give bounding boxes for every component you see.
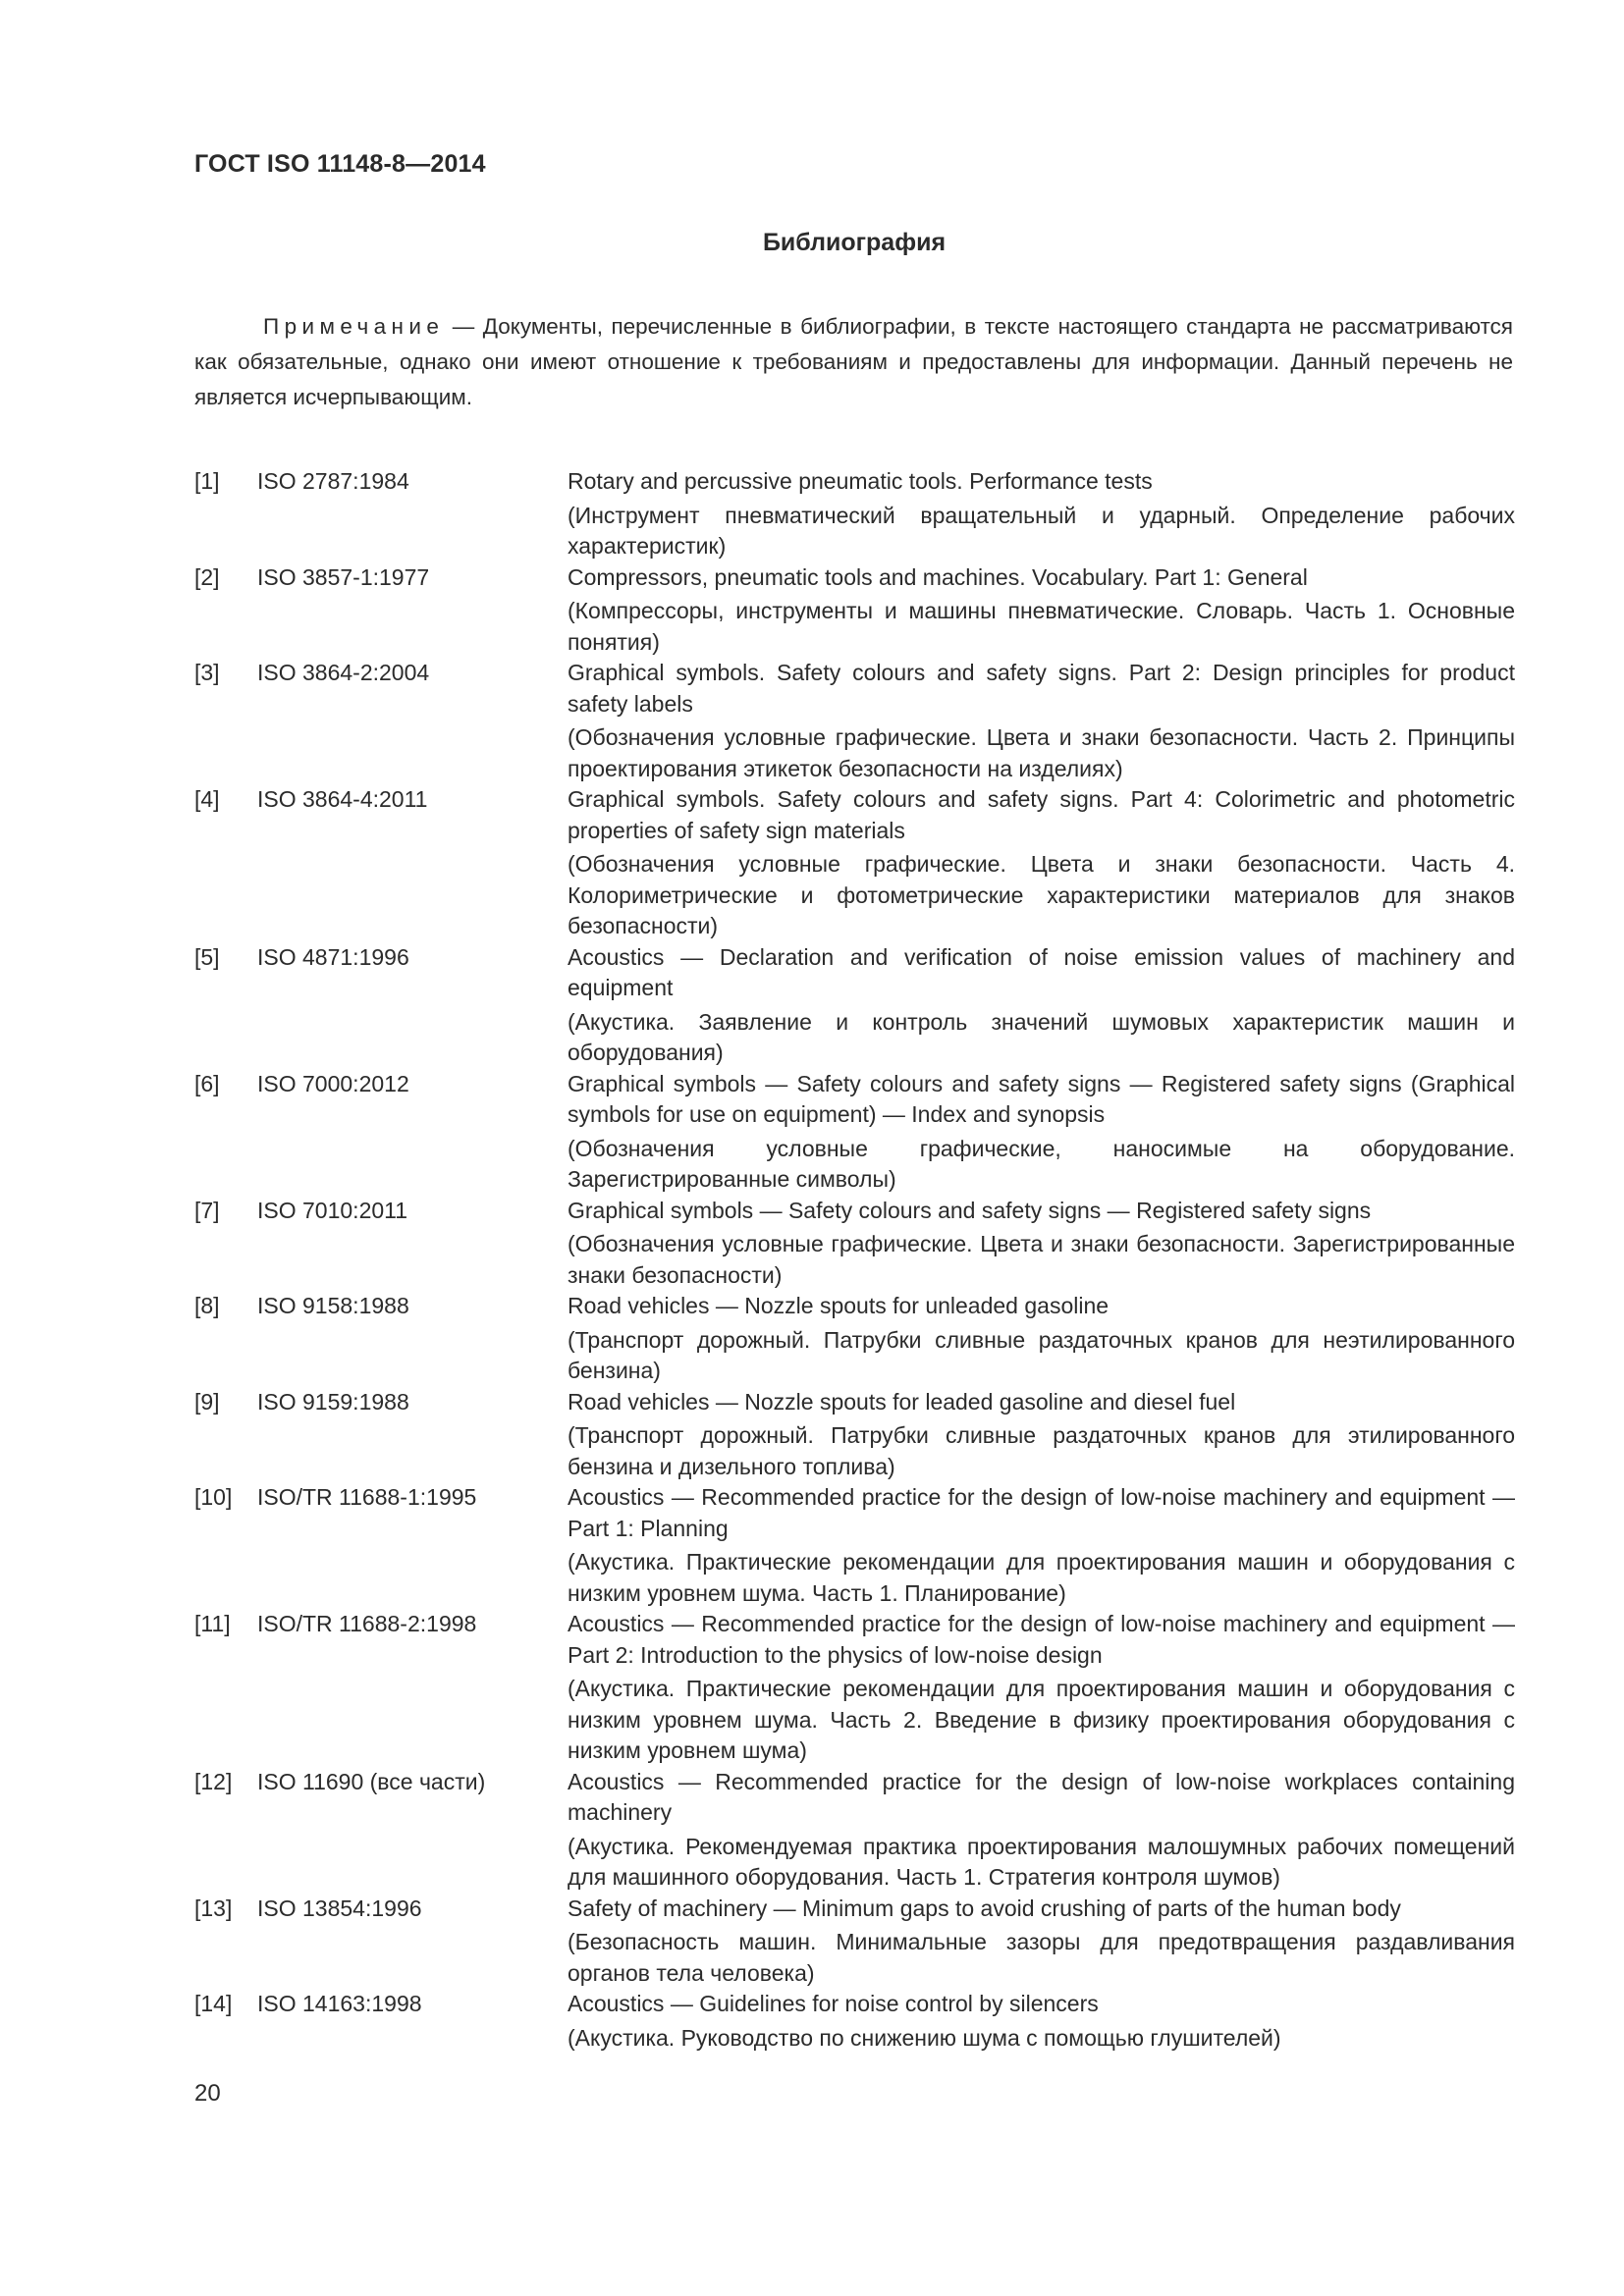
- reference-title-ru: (Инструмент пневматический вращательный и ударный. Определение рабочих характеристик): [568, 502, 1515, 559]
- reference-item: [194, 1196, 1515, 1292]
- reference-code: ISO 3864-2:2004: [257, 660, 430, 685]
- bibliography-note: [194, 309, 1513, 415]
- reference-text: [568, 658, 1515, 784]
- reference-text: [568, 1609, 1515, 1767]
- reference-code: ISO 9159:1988: [257, 1388, 409, 1415]
- reference-text: [568, 1387, 1515, 1483]
- reference-code: ISO 3857-1:1977: [257, 563, 430, 590]
- reference-title-en: Safety of machinery — Minimum gaps to avoid crushing of parts of the human body: [568, 1895, 1401, 1921]
- reference-title-ru: (Обозначения условные графические. Цвета и знаки безопасности. Часть 4. Колориметрические и фотометрические характеристики материалов для знаков безопасности): [568, 851, 1515, 938]
- reference-code: ISO 4871:1996: [257, 943, 409, 970]
- reference-title-en: Acoustics — Declaration and verification of noise emission values of machinery and equipment: [568, 943, 1515, 1000]
- reference-title-en: Compressors, pneumatic tools and machines. Vocabulary. Part 1: General: [568, 563, 1308, 590]
- reference-text: [568, 942, 1515, 1069]
- reference-title-ru: (Акустика. Практические рекомендации для проектирования машин и оборудования с низким уровнем шума. Часть 2. Введение в физику проектирования оборудования с низким уровнем шума): [568, 1676, 1515, 1763]
- reference-title-en: Acoustics — Recommended practice for the design of low-noise machinery and equipment — Part 2: Introduction to the physics of low-noise design: [568, 1611, 1515, 1668]
- reference-item: [194, 1069, 1515, 1196]
- reference-number: [7]: [194, 1197, 220, 1223]
- reference-title-ru: (Акустика. Руководство по снижению шума с помощью глушителей): [568, 2024, 1281, 2051]
- reference-number: [9]: [194, 1388, 220, 1415]
- reference-text: [568, 1767, 1515, 1894]
- reference-text: [568, 1989, 1515, 2054]
- reference-item: [194, 466, 1515, 562]
- reference-title-ru: (Безопасность машин. Минимальные зазоры для предотвращения раздавливания органов тела человека): [568, 1929, 1515, 1986]
- reference-number: [11]: [194, 1611, 231, 1636]
- reference-item: [194, 1989, 1515, 2054]
- reference-code: ISO/TR 11688-2:1998: [257, 1611, 477, 1636]
- reference-text: [568, 1196, 1515, 1292]
- reference-title-ru: (Обозначения условные графические, наносимые на оборудование. Зарегистрированные символы): [568, 1135, 1515, 1192]
- reference-code: ISO 13854:1996: [257, 1895, 422, 1921]
- reference-code: ISO 3864-4:2011: [257, 786, 428, 812]
- reference-list: [194, 466, 1515, 2054]
- reference-item: [194, 1609, 1515, 1767]
- reference-number: [6]: [194, 1070, 220, 1096]
- reference-item: [194, 1482, 1515, 1609]
- reference-number: [3]: [194, 660, 220, 685]
- note-label: Примечание: [263, 314, 445, 339]
- reference-code: ISO 7000:2012: [257, 1070, 409, 1096]
- reference-title-en: Road vehicles — Nozzle spouts for unleaded gasoline: [568, 1293, 1110, 1318]
- reference-text: [568, 1894, 1515, 1990]
- reference-title-ru: (Акустика. Рекомендуемая практика проектирования малошумных рабочих помещений для машинного оборудования. Часть 1. Стратегия контроля шумов): [568, 1833, 1515, 1890]
- reference-number: [2]: [194, 563, 220, 590]
- reference-item: [194, 1291, 1515, 1387]
- reference-title-ru: (Транспорт дорожный. Патрубки сливные раздаточных кранов для неэтилированного бензина): [568, 1326, 1515, 1383]
- reference-text: [568, 562, 1515, 659]
- reference-item: [194, 658, 1515, 784]
- reference-title-en: Acoustics — Recommended practice for the design of low-noise workplaces containing machinery: [568, 1768, 1515, 1825]
- document-header: ГОСТ ISO 11148-8—2014: [194, 150, 486, 178]
- reference-number: [14]: [194, 1991, 233, 2016]
- reference-text: [568, 1482, 1515, 1609]
- reference-number: [8]: [194, 1293, 220, 1318]
- reference-number: [10]: [194, 1484, 233, 1510]
- reference-title-en: Graphical symbols. Safety colours and safety signs. Part 4: Colorimetric and photometric properties of safety sign materials: [568, 786, 1515, 843]
- reference-item: [194, 942, 1515, 1069]
- reference-text: [568, 1069, 1515, 1196]
- reference-title-ru: (Обозначения условные графические. Цвета и знаки безопасности. Зарегистрированные знаки безопасности): [568, 1231, 1515, 1288]
- reference-code: ISO 7010:2011: [257, 1197, 408, 1223]
- reference-title-en: Graphical symbols. Safety colours and safety signs. Part 2: Design principles for product safety labels: [568, 660, 1515, 717]
- reference-title-en: Rotary and percussive pneumatic tools. Performance tests: [568, 468, 1153, 494]
- reference-code: ISO 11690 (все части): [257, 1768, 486, 1794]
- reference-title-en: Road vehicles — Nozzle spouts for leaded gasoline and diesel fuel: [568, 1388, 1236, 1415]
- reference-code: ISO/TR 11688-1:1995: [257, 1484, 477, 1510]
- reference-title-ru: (Акустика. Заявление и контроль значений шумовых характеристик машин и оборудования): [568, 1008, 1515, 1065]
- reference-title-ru: (Обозначения условные графические. Цвета и знаки безопасности. Часть 2. Принципы проектирования этикеток безопасности на изделиях): [568, 724, 1515, 781]
- reference-title-ru: (Компрессоры, инструменты и машины пневматические. Словарь. Часть 1. Основные понятия): [568, 598, 1515, 655]
- reference-text: [568, 784, 1515, 942]
- reference-number: [13]: [194, 1895, 233, 1921]
- reference-title-en: Acoustics — Guidelines for noise control by silencers: [568, 1991, 1099, 2016]
- reference-number: [4]: [194, 786, 220, 812]
- reference-item: [194, 784, 1515, 942]
- note-text: — Документы, перечисленные в библиографии, в тексте настоящего стандарта не рассматриваются как обязательные, однако они имеют отношение к требованиям и предоставлены для информации. Данный перечень не является исчерпывающим.: [194, 314, 1513, 409]
- reference-title-en: Graphical symbols — Safety colours and safety signs — Registered safety signs: [568, 1197, 1372, 1223]
- reference-text: [568, 1291, 1515, 1387]
- reference-item: [194, 1387, 1515, 1483]
- reference-item: [194, 562, 1515, 659]
- reference-code: ISO 9158:1988: [257, 1293, 409, 1318]
- reference-title-en: Acoustics — Recommended practice for the design of low-noise machinery and equipment — Part 1: Planning: [568, 1484, 1515, 1541]
- reference-title-en: Graphical symbols — Safety colours and safety signs — Registered safety signs (Graphical symbols for use on equipment) — Index and synopsis: [568, 1070, 1515, 1127]
- reference-code: ISO 14163:1998: [257, 1991, 422, 2016]
- reference-code: ISO 2787:1984: [257, 468, 409, 494]
- reference-number: [1]: [194, 468, 220, 494]
- reference-title-ru: (Акустика. Практические рекомендации для проектирования машин и оборудования с низким уровнем шума. Часть 1. Планирование): [568, 1549, 1515, 1606]
- reference-title-ru: (Транспорт дорожный. Патрубки сливные раздаточных кранов для этилированного бензина и дизельного топлива): [568, 1422, 1515, 1479]
- page-number: 20: [194, 2080, 221, 2107]
- reference-text: [568, 466, 1515, 562]
- reference-item: [194, 1894, 1515, 1990]
- page-title: Библиография: [762, 229, 947, 256]
- reference-item: [194, 1767, 1515, 1894]
- reference-number: [5]: [194, 943, 220, 970]
- reference-number: [12]: [194, 1768, 233, 1794]
